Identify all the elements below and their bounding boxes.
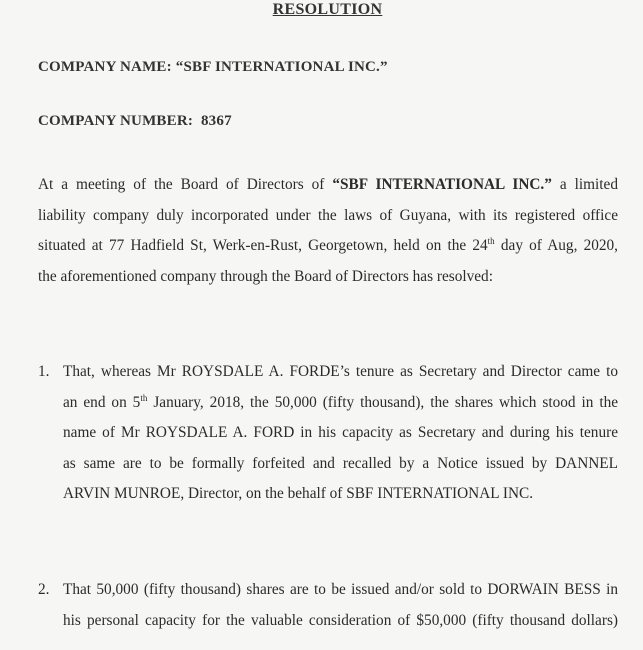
item-number: 2. [38, 581, 50, 598]
intro-text: a limited [559, 176, 618, 193]
company-name-line [38, 59, 388, 76]
company-number-value: 8367 [200, 113, 232, 129]
intro-line: liability company duly incorporated under the laws of Guyana, with its registered office [38, 206, 618, 224]
superscript: th [487, 235, 495, 246]
company-number-line [38, 113, 232, 130]
intro-text: situated at 77 Hadfield St, Werk-en-Rust, Georgetown, held on the 24 [38, 237, 488, 254]
company-name-label: COMPANY NAME: [38, 59, 172, 75]
superscript: th [140, 392, 148, 403]
item-line: That 50,000 (fifty thousand) shares are to be issued and/or sold to DORWAIN BESS in [63, 581, 618, 598]
intro-text: day of Aug, 2020, [500, 237, 619, 254]
item-line: ARVIN MUNROE, Director, on the behalf of SBF INTERNATIONAL INC. [63, 485, 534, 502]
intro-paragraph [38, 170, 618, 292]
item-number: 1. [38, 363, 50, 380]
item-body [63, 575, 618, 636]
item-line: as same are to be formally forfeited and recalled by a Notice issued by DANNEL [63, 454, 618, 472]
intro-text: At a meeting of the Board of Directors of [38, 176, 325, 193]
company-number-label: COMPANY NUMBER: [38, 113, 194, 129]
intro-line [38, 231, 618, 262]
document-title [0, 1, 643, 19]
company-name-value: “SBF INTERNATIONAL INC.” [175, 59, 388, 75]
title-text: RESOLUTION [272, 1, 383, 18]
item-text: January, 2018, the 50,000 (fifty thousand), the shares which stood in the [153, 393, 619, 411]
item-line: his personal capacity for the valuable consideration of $50,000 (fifty thousand dollars) [63, 611, 618, 629]
item-line [63, 388, 618, 419]
intro-line: the aforementioned company through the Board of Directors has resolved: [38, 267, 493, 285]
item-line: name of Mr ROYSDALE A. FORD in his capacity as Secretary and during his tenure [63, 424, 618, 441]
item-body [63, 357, 618, 510]
item-line: That, whereas Mr ROYSDALE A. FORDE’s tenure as Secretary and Director came to [63, 363, 618, 380]
intro-line [38, 170, 618, 201]
company-name-inline: “SBF INTERNATIONAL INC.” [332, 176, 552, 193]
item-text: an end on 5 [63, 393, 141, 411]
